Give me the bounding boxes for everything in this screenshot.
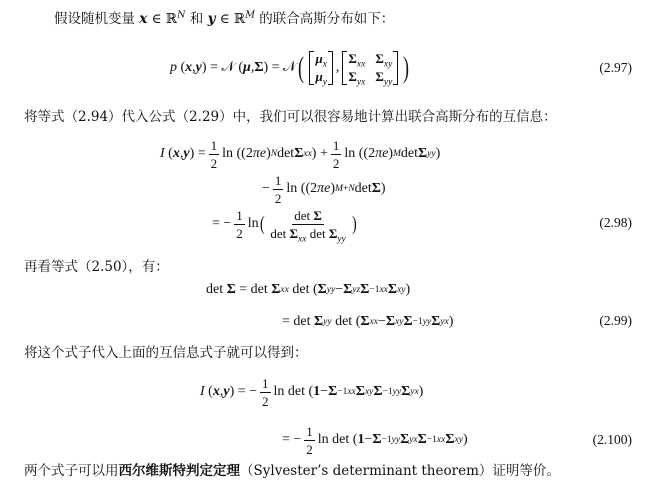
paragraph-sylvester — [24, 462, 560, 480]
equation-2-100-line2: = − $\frac{1}{2}$ ln det ( 1 − Σ −1 yy Σ yx Σ −1 xx Σ xy ) — [282, 423, 468, 457]
equation-2-99-line1: det Σ = det Σ xx det ( Σ yy − Σ yz Σ −1 xx Σ xy ) — [206, 282, 411, 297]
equation-2-98-line3: = − $\frac{1}{2}$ ln ( $\frac{\text{det Σ}}{\det \Sigma_{xx} \det \Sigma_{yy}}$ ) — [212, 207, 357, 245]
equation-number: (2.98) — [599, 215, 632, 230]
intro-paragraph: 假设随机变量 x ∈ ℝ$^N$ 和 y ∈ ℝ$^M$ 的联合高斯分布如下： — [54, 9, 395, 27]
sylvester-post-text: （Sylvester’s determinant theorem）证明等价。 — [240, 463, 560, 479]
sylvester-theorem-term: 西尔维斯特判定定理 — [118, 463, 240, 479]
equation-2-100-line1: I ( x , y ) = − $\frac{1}{2}$ ln det ( 1 − Σ −1 xx Σ xy Σ −1 yy Σ yx ) — [200, 375, 424, 409]
equation-number: (2.97) — [599, 60, 632, 75]
equation-2-99-line2: = det Σ yy det ( Σ xx − Σ xy Σ −1 yy Σ yx ) — [282, 314, 454, 329]
paragraph-substitute: 将这个式子代入上面的互信息式子就可以得到： — [24, 345, 308, 361]
sylvester-pre-text: 两个式子可以用 — [24, 463, 119, 479]
equation-2-98-line1: I ( x , y ) = $\frac{1}{2}$ ln ((2 πe ) N det Σ xx ) + $\frac{1}{2}$ ln ((2 πe ) M det Σ yy ) — [160, 137, 441, 171]
equation-2-98-line2: − $\frac{1}{2}$ ln ((2 πe ) M+N det Σ ) — [262, 172, 386, 206]
equation-2-97: p ( x , y ) = 𝒩 ( μ , Σ ) = 𝒩 ( $\mu_x$ $\mu_y$ , $\Sigma_{xx}$ $\Sigma_{xy}$ $\Sigma_{yx}$ $\Sigma_{yy}$ ) — [170, 51, 410, 88]
equation-number: (2.99) — [599, 313, 632, 328]
paragraph-mutual-info: 将等式（2.94）代入公式（2.29）中，我们可以很容易地计算出联合高斯分布的互信息： — [24, 109, 557, 125]
equation-number: (2.100) — [592, 432, 632, 447]
paragraph-see-eq: 再看等式（2.50），有： — [24, 259, 169, 275]
